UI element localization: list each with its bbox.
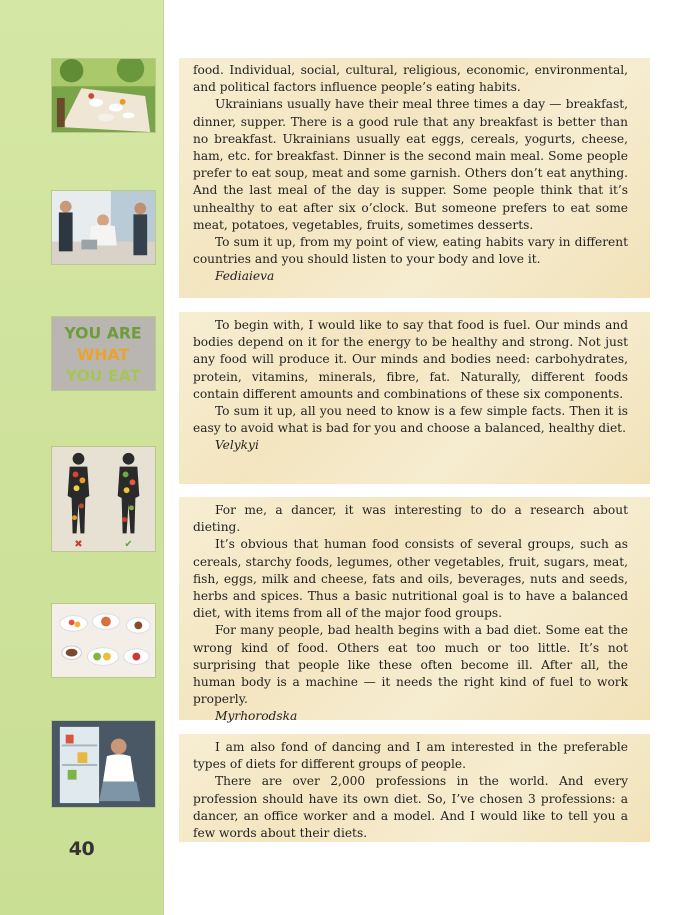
paragraph: To sum it up, all you need to know is a few simple facts. Then it is easy to avoid what is bad for you and choose a balanced, healthy diet.: [193, 404, 628, 436]
author-signature: Fediaieva: [215, 269, 275, 284]
paragraph: food. Individual, social, cultural, religious, economic, environmental, and political factors influence people’s eating habits.: [193, 63, 628, 95]
breakfast-table-image: [51, 603, 156, 678]
author-signature: Myrhorodska: [215, 709, 298, 724]
text-block-myrhorodska: [179, 497, 650, 724]
paragraph: Ukrainians usually have their meal three times a day — breakfast, dinner, supper. There is a good rule that any breakfast is better than no breakfast. Ukrainians usually eat eggs, cereals, yogurts, cheese, ham, etc. for breakfast. Dinner is the second main meal. Some people prefer to eat soup, meat and some garnish. Others don’t eat anything. And the last meal of the day is supper. Some people think that it’s unhealthy to eat after six o’clock. But someone prefers to eat some meat, potatoes, vegetables, fruits, sometimes desserts.: [193, 97, 628, 232]
poster-line-2: WHAT: [76, 344, 130, 364]
text-block-fediaieva: [179, 58, 650, 298]
you-are-what-you-eat-poster: [51, 316, 156, 391]
paragraph: I am also fond of dancing and I am interested in the preferable types of diets for different groups of people.: [193, 740, 628, 772]
page-number: 40: [68, 838, 95, 860]
author-signature: Velykyi: [215, 438, 259, 453]
wrong-mark-icon: ✖: [74, 539, 83, 551]
paragraph: To sum it up, from my point of view, eating habits vary in different countries and you should listen to your body and love it.: [193, 235, 628, 267]
paragraph: For many people, bad health begins with a bad diet. Some eat the wrong kind of food. Others eat too much or too little. It’s not surprising that people like these often become ill. After all, the human body is a machine — it needs the right kind of fuel to work properly.: [193, 623, 628, 707]
text-block-velykyi: [179, 312, 650, 484]
text-block-diets: [179, 734, 650, 842]
man-at-fridge-image: [51, 720, 156, 808]
paragraph: It’s obvious that human food consists of several groups, such as cereals, starchy foods, legumes, other vegetables, fruit, sugars, meat, fish, eggs, milk and cheese, fats and oils, beverages, nuts and seeds, herbs and spices. Thus a basic nutritional goal is to have a balanced diet, with items from all of the major food groups.: [193, 537, 628, 621]
paragraph: To begin with, I would like to say that food is fuel. Our minds and bodies depend on it for the energy to be healthy and strong. Not just any food will produce it. Our minds and bodies need: carbohydrates, protein, vitamins, minerals, fibre, fat. Naturally, different foods contain different amounts and combinations of these six components.: [193, 318, 628, 401]
office-meeting-image: [51, 190, 156, 265]
body-silhouettes-image: [51, 446, 156, 552]
poster-line-1: YOU ARE: [64, 323, 142, 343]
right-mark-icon: ✔: [124, 539, 133, 551]
poster-line-3: YOU EAT: [65, 366, 141, 386]
paragraph: There are over 2,000 professions in the world. And every profession should have its own diet. So, I’ve chosen 3 professions: a dancer, an office worker and a model. And I would like to tell you a few words about their diets.: [193, 774, 628, 841]
picnic-table-image: [51, 58, 156, 133]
paragraph: For me, a dancer, it was interesting to do a research about dieting.: [193, 503, 628, 535]
sidebar-divider: [163, 0, 164, 915]
